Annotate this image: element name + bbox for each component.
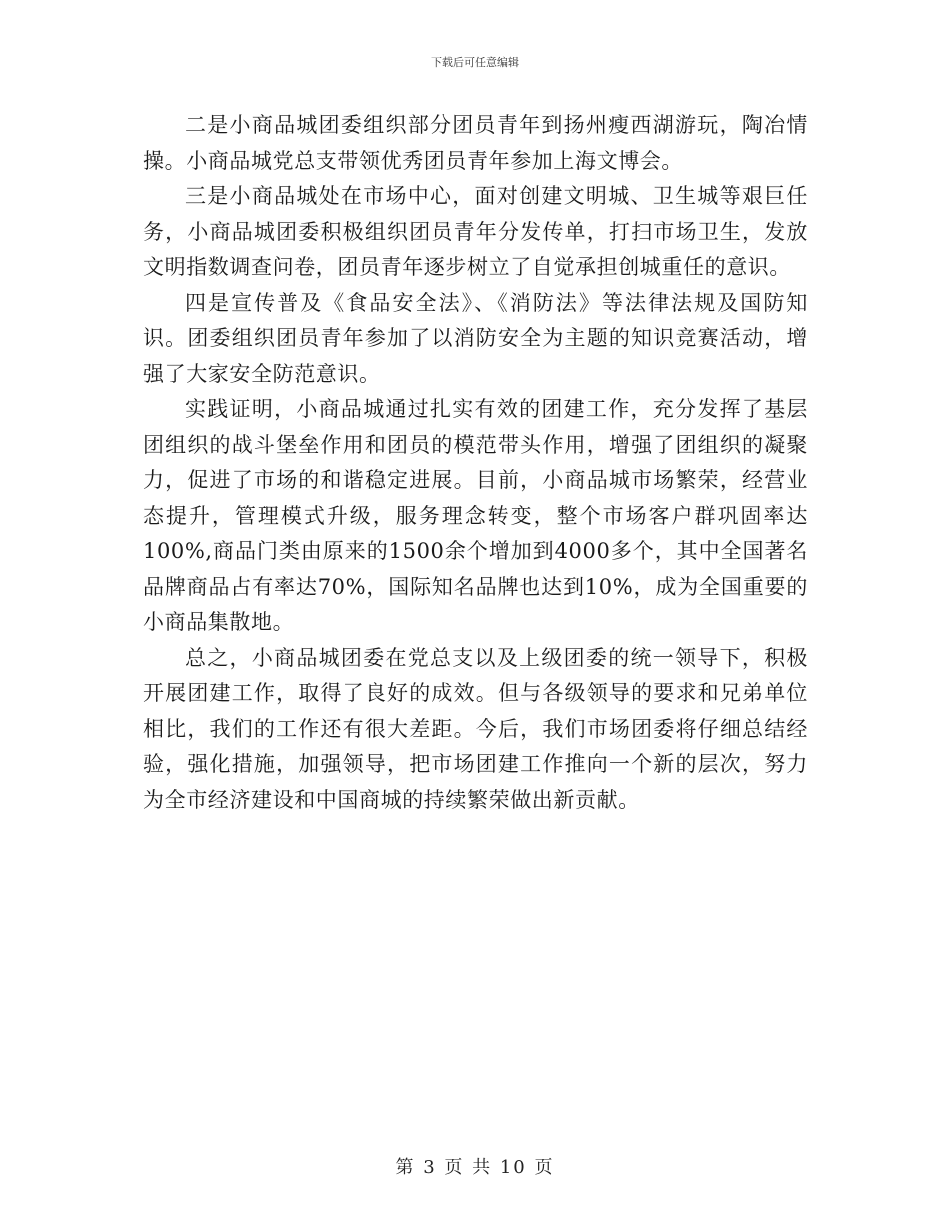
paragraph: 四是宣传普及《食品安全法》、《消防法》等法律法规及国防知识。团委组织团员青年参加了以消防安全为主题的知识竞赛活动，增强了大家安全防范意识。 [143,290,808,386]
paragraph: 实践证明，小商品城通过扎实有效的团建工作，充分发挥了基层团组织的战斗堡垒作用和团员的模范带头作用，增强了团组织的凝聚力，促进了市场的和谐稳定进展。目前，小商品城市场繁荣，经营业态提升，管理模式升级，服务理念转变，整个市场客户群巩固率达100%,商品门类由原来的1500余个增加到4000多个，其中全国著名品牌商品占有率达70%，国际知名品牌也达到10%，成为全国重要的小商品集散地。 [143,397,808,634]
document-body [143,108,808,818]
header-note: 下载后可任意编辑 [431,56,519,69]
paragraph: 三是小商品城处在市场中心，面对创建文明城、卫生城等艰巨任务，小商品城团委积极组织团员青年分发传单，打扫市场卫生，发放文明指数调查问卷，团员青年逐步树立了自觉承担创城重任的意识。 [143,184,808,279]
page-number: 第 3 页 共 10 页 [395,1157,555,1178]
paragraph: 二是小商品城团委组织部分团员青年到扬州瘦西湖游玩，陶冶情操。小商品城党总支带领优秀团员青年参加上海文博会。 [143,113,808,173]
paragraph: 总之，小商品城团委在党总支以及上级团委的统一领导下，积极开展团建工作，取得了良好的成效。但与各级领导的要求和兄弟单位相比，我们的工作还有很大差距。今后，我们市场团委将仔细总结经验，强化措施，加强领导，把市场团建工作推向一个新的层次，努力为全市经济建设和中国商城的持续繁荣做出新贡献。 [143,645,808,812]
